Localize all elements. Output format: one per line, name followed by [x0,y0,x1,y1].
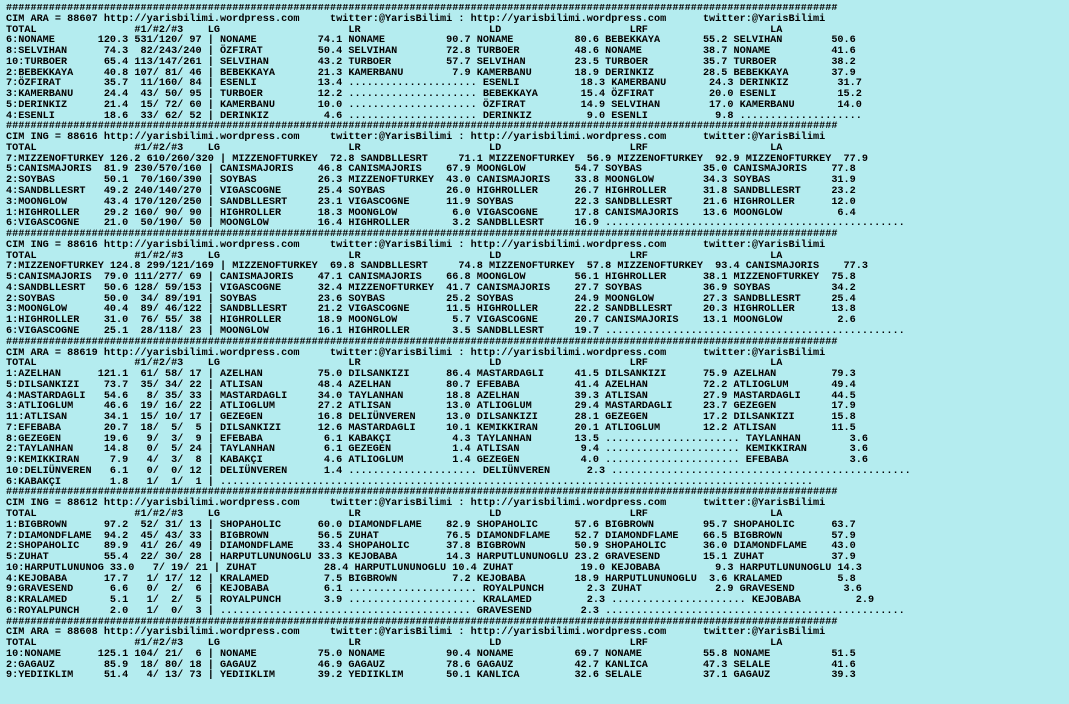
result-row: 5:DERINKIZ 21.4 15/ 72/ 60 | KAMERBANU 10.0 ..................... ÖZFIRAT 14.9 SELVIHAN 17.0 KAMERBANU 14.0 [6,99,862,111]
result-row: 1:AZELHAN 121.1 61/ 58/ 17 | AZELHAN 75.0 DILSANKIZI 86.4 MASTARDAGLI 41.5 DILSANKIZI 75.9 AZELHAN 79.3 [6,369,856,381]
result-row: 4:SANDBLLESRT 49.2 240/140/270 | VIGASCOGNE 25.4 SOYBAS 26.0 HIGHROLLER 26.7 HIGHROLLER 31.8 SANDBLLESRT 23.2 [6,186,856,198]
result-row: 4:SANDBLLESRT 50.6 128/ 59/153 | VIGASCOGNE 32.4 MIZZENOFTURKEY 41.7 CANISMAJORIS 27.7 SOYBAS 36.9 SOYBAS 34.2 [6,282,856,294]
column-header-line: TOTAL #1/#2/#3 LG LR LD LRF LA [6,508,783,520]
result-row: 3:MOONGLOW 40.4 89/ 46/122 | SANDBLLESRT 21.2 VIGASCOGNE 11.5 HIGHROLLER 22.2 SANDBLLESRT 20.3 HIGHROLLER 13.8 [6,304,856,316]
result-row: 8:GEZEGEN 19.6 9/ 3/ 9 | EFEBABA 6.1 KABAKÇI 4.3 TAYLANHAN 13.5 ...................... TAYLANHAN 3.6 [6,433,869,445]
result-row: 4:MASTARDAGLI 54.6 8/ 35/ 33 | MASTARDAGLI 34.0 TAYLANHAN 18.8 AZELHAN 39.3 ATLISAN 27.9 MASTARDAGLI 44.5 [6,390,856,402]
race-header-line: CIM ARA = 88607 http://yarisbilimi.wordpress.com twitter:@YarisBilimi : http://yarisbilimi.wordpress.com twitter:@YarisBilimi [6,13,826,25]
result-row: 7:DIAMONDFLAME 94.2 45/ 43/ 33 | BIGBROWN 56.5 ZUHAT 76.5 DIAMONDFLAME 52.7 DIAMONDFLAME 66.5 BIGBROWN 57.9 [6,530,856,542]
result-row: 7:MIZZENOFTURKEY 126.2 610/260/320 | MIZZENOFTURKEY 72.8 SANDBLLESRT 71.1 MIZZENOFTURKEY 56.9 MIZZENOFTURKEY 92.9 MIZZENOFTURKEY 77.9 [6,153,869,165]
result-row: 5:CANISMAJORIS 79.0 111/277/ 69 | CANISMAJORIS 47.1 CANISMAJORIS 66.8 MOONGLOW 56.1 HIGHROLLER 38.1 MIZZENOFTURKEY 75.8 [6,272,856,284]
column-header-line: TOTAL #1/#2/#3 LG LR LD LRF LA [6,24,783,36]
separator-line: ######################################################################################################################################## [6,487,838,499]
separator-line: ######################################################################################################################################## [6,4,838,14]
race-header-line: CIM ING = 88612 http://yarisbilimi.wordpress.com twitter:@YarisBilimi : http://yarisbilimi.wordpress.com twitter:@YarisBilimi [6,498,826,510]
result-row: 9:YEDIIKLIM 51.4 4/ 13/ 73 | YEDIIKLIM 39.2 YEDIIKLIM 50.1 KANLICA 32.6 SELALE 37.1 GAGAUZ 39.3 [6,670,856,682]
result-row: 9:KEMIKKIRAN 7.9 4/ 3/ 8 | KABAKÇI 4.6 ATLIOGLUM 1.4 GEZEGEN 4.0 ...................... EFEBABA 3.6 [6,455,869,467]
result-row: 9:GRAVESEND 6.6 0/ 2/ 6 | KEJOBABA 6.1 ..................... ROYALPUNCH 2.3 ZUHAT 2.9 GRAVESEND 3.6 [6,584,862,596]
result-row: 4:ESENLI 18.6 33/ 62/ 52 | DERINKIZ 4.6 ..................... DERINKIZ 9.0 ESENLI 9.8 .................... [6,110,862,122]
result-row: 2:GAGAUZ 85.9 18/ 80/ 18 | GAGAUZ 46.9 GAGAUZ 78.6 GAGAUZ 42.7 KANLICA 47.3 SELALE 41.6 [6,659,856,671]
result-row: 6:KABAKÇI 1.8 1/ 1/ 1 | ................................................................................................. [6,476,813,488]
result-row: 7:ÖZFIRAT 35.7 11/160/ 84 | ESENLI 13.4 ..................... ESENLI 18.3 KAMERBANU 24.3 DERINKIZ 31.7 [6,78,862,90]
result-row: 6:VIGASCOGNE 25.1 28/118/ 23 | MOONGLOW 16.1 HIGHROLLER 3.5 SANDBLLESRT 19.7 ................................................. [6,325,905,337]
result-row: 2:SOYBAS 50.1 70/160/390 | SOYBAS 26.3 MIZZENOFTURKEY 43.0 CANISMAJORIS 33.8 MOONGLOW 34.3 SOYBAS 31.9 [6,175,856,187]
result-row: 8:KRALAMED 5.1 1/ 2/ 5 | ROYALPUNCH 3.9 ..................... KRALAMED 2.3 ...................... KEJOBABA 2.9 [6,595,875,607]
column-header-line: TOTAL #1/#2/#3 LG LR LD LRF LA [6,638,783,650]
column-header-line: TOTAL #1/#2/#3 LG LR LD LRF LA [6,142,783,154]
separator-line: ######################################################################################################################################## [6,616,838,628]
result-row: 10:NONAME 125.1 104/ 21/ 6 | NONAME 75.0 NONAME 90.4 NONAME 69.7 NONAME 55.8 NONAME 51.5 [6,648,856,660]
race-report-text [6,4,1066,704]
result-row: 1:HIGHROLLER 29.2 160/ 90/ 90 | HIGHROLLER 18.3 MOONGLOW 6.0 VIGASCOGNE 17.8 CANISMAJORIS 13.6 MOONGLOW 6.4 [6,207,856,219]
result-row: 2:BEBEKKAYA 40.8 107/ 81/ 46 | BEBEKKAYA 21.3 KAMERBANU 7.9 KAMERBANU 18.9 DERINKIZ 28.5 BEBEKKAYA 37.9 [6,67,856,79]
result-row: 7:EFEBABA 20.7 18/ 5/ 5 | DILSANKIZI 12.6 MASTARDAGLI 10.1 KEMIKKIRAN 20.1 ATLIOGLUM 12.2 ATLISAN 11.5 [6,422,856,434]
result-row: 1:BIGBROWN 97.2 52/ 31/ 13 | SHOPAHOLIC 60.0 DIAMONDFLAME 82.9 SHOPAHOLIC 57.6 BIGBROWN 95.7 SHOPAHOLIC 63.7 [6,519,856,531]
result-row: 4:KEJOBABA 17.7 1/ 17/ 12 | KRALAMED 7.5 BIGBROWN 7.2 KEJOBABA 18.9 HARPUTLUNUNOGLU 3.6 KRALAMED 5.8 [6,573,856,585]
result-row: 10:HARPUTLUNUNOG 33.0 7/ 19/ 21 | ZUHAT 28.4 HARPUTLUNUNOGLU 10.4 ZUHAT 19.0 KEJOBABA 9.3 HARPUTLUNUNOGLU 14.3 [6,562,862,574]
result-row: 10:DELIÜNVEREN 6.1 0/ 0/ 12 | DELIÜNVEREN 1.4 ..................... DELIÜNVEREN 2.3 ................................................. [6,465,911,477]
result-row: 7:MIZZENOFTURKEY 124.8 299/121/169 | MIZZENOFTURKEY 69.8 SANDBLLESRT 74.8 MIZZENOFTURKEY 57.8 MIZZENOFTURKEY 93.4 CANISMAJORIS 77.3 [6,261,869,273]
result-row: 1:HIGHROLLER 31.0 76/ 55/ 38 | HIGHROLLER 18.9 MOONGLOW 5.7 VIGASCOGNE 20.7 CANISMAJORIS 13.1 MOONGLOW 2.6 [6,315,856,327]
result-row: 11:ATLISAN 34.1 15/ 10/ 17 | GEZEGEN 16.8 DELIÜNVEREN 13.0 DILSANKIZI 28.1 GEZEGEN 17.2 DILSANKIZI 15.8 [6,412,856,424]
result-row: 2:SOYBAS 50.0 34/ 89/191 | SOYBAS 23.6 SOYBAS 25.2 SOYBAS 24.9 MOONGLOW 27.3 SANDBLLESRT 25.4 [6,293,856,305]
separator-line: ######################################################################################################################################## [6,229,838,241]
result-row: 6:VIGASCOGNE 21.0 50/190/ 50 | MOONGLOW 16.4 HIGHROLLER 3.2 SANDBLLESRT 16.9 ................................................. [6,218,905,230]
separator-line: ######################################################################################################################################## [6,121,838,133]
result-row: 5:CANISMAJORIS 81.9 230/570/160 | CANISMAJORIS 46.8 CANISMAJORIS 67.9 MOONGLOW 54.7 SOYBAS 35.0 CANISMAJORIS 77.8 [6,164,856,176]
result-row: 3:ATLIOGLUM 46.6 19/ 16/ 22 | ATLIOGLUM 27.2 ATLISAN 13.0 ATLIOGLUM 29.4 MASTARDAGLI 23.7 GEZEGEN 17.9 [6,401,856,413]
column-header-line: TOTAL #1/#2/#3 LG LR LD LRF LA [6,250,783,262]
result-row: 6:ROYALPUNCH 2.0 1/ 0/ 3 | ......................................... GRAVESEND 2.3 ................................................. [6,605,905,617]
race-header-line: CIM ING = 88616 http://yarisbilimi.wordpress.com twitter:@YarisBilimi : http://yarisbilimi.wordpress.com twitter:@YarisBilimi [6,132,826,144]
result-row: 5:DILSANKIZI 73.7 35/ 34/ 22 | ATLISAN 48.4 AZELHAN 80.7 EFEBABA 41.4 AZELHAN 72.2 ATLIOGLUM 49.4 [6,379,856,391]
separator-line: ######################################################################################################################################## [6,336,838,348]
race-header-line: CIM ARA = 88619 http://yarisbilimi.wordpress.com twitter:@YarisBilimi : http://yarisbilimi.wordpress.com twitter:@YarisBilimi [6,347,826,359]
result-row: 10:TURBOER 65.4 113/147/261 | SELVIHAN 43.2 TURBOER 57.7 SELVIHAN 23.5 TURBOER 35.7 TURBOER 38.2 [6,56,856,68]
result-row: 2:TAYLANHAN 14.8 0/ 5/ 24 | TAYLANHAN 6.1 GEZEGEN 1.4 ATLISAN 9.4 ...................... KEMIKKIRAN 3.6 [6,444,869,456]
result-row: 3:MOONGLOW 43.4 170/120/250 | SANDBLLESRT 23.1 VIGASCOGNE 11.9 SOYBAS 22.3 SANDBLLESRT 21.6 HIGHROLLER 12.0 [6,196,856,208]
result-row: 5:ZUHAT 55.4 22/ 30/ 28 | HARPUTLUNUNOGLU 33.3 KEJOBABA 14.3 HARPUTLUNUNOGLU 23.2 GRAVESEND 15.1 ZUHAT 37.9 [6,552,856,564]
race-header-line: CIM ARA = 88608 http://yarisbilimi.wordpress.com twitter:@YarisBilimi : http://yarisbilimi.wordpress.com twitter:@YarisBilimi [6,627,826,639]
result-row: 2:SHOPAHOLIC 89.9 41/ 26/ 49 | DIAMONDFLAME 33.4 SHOPAHOLIC 37.8 BIGBROWN 50.9 SHOPAHOLIC 36.0 DIAMONDFLAME 43.0 [6,541,856,553]
race-header-line: CIM ING = 88616 http://yarisbilimi.wordpress.com twitter:@YarisBilimi : http://yarisbilimi.wordpress.com twitter:@YarisBilimi [6,239,826,251]
result-row: 3:KAMERBANU 24.4 43/ 50/ 95 | TURBOER 12.2 ..................... BEBEKKAYA 15.4 ÖZFIRAT 20.0 ESENLI 15.2 [6,89,862,101]
result-row: 6:NONAME 120.3 531/120/ 97 | NONAME 74.1 NONAME 90.7 NONAME 80.6 BEBEKKAYA 55.2 SELVIHAN 50.6 [6,35,856,47]
column-header-line: TOTAL #1/#2/#3 LG LR LD LRF LA [6,358,783,370]
result-row: 8:SELVIHAN 74.3 82/243/240 | ÖZFIRAT 50.4 SELVIHAN 72.8 TURBOER 48.6 NONAME 38.7 NONAME 41.6 [6,46,856,58]
